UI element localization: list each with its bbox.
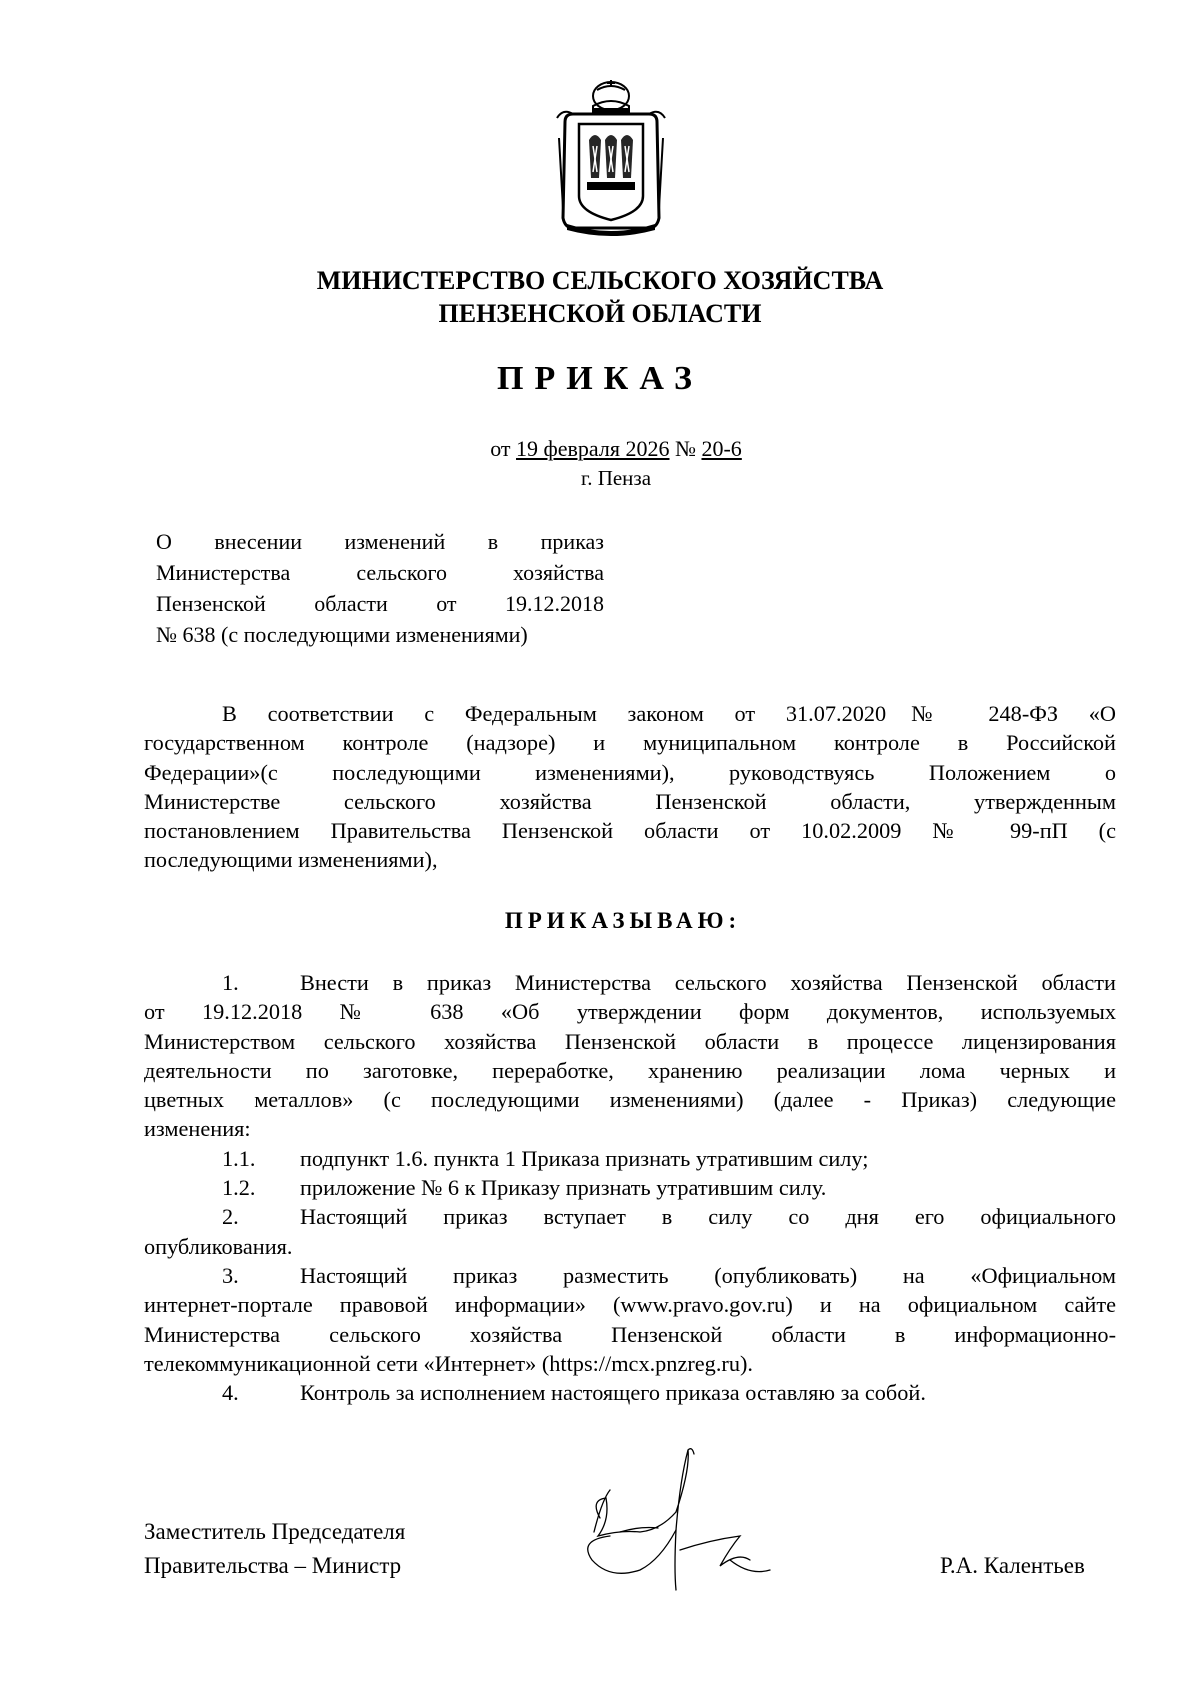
item-1-1 <box>144 1144 1116 1173</box>
item-line: Министерства сельского хозяйства Пензенской области в информационно- <box>144 1321 1116 1347</box>
preamble-line: Министерстве сельского хозяйства Пензенской области, утвержденным <box>144 788 1116 814</box>
signatory-position <box>144 1515 405 1583</box>
preamble-line: последующими изменениями), <box>144 847 438 873</box>
subject-line: О внесении изменений в приказ <box>156 529 604 554</box>
city: г. Пенза <box>580 466 652 490</box>
order-directive-heading: ПРИКАЗЫВАЮ: <box>504 908 742 933</box>
preamble <box>144 699 1116 875</box>
item-line: телекоммуникационной сети «Интернет» (https://mcx.pnzreg.ru). <box>144 1350 753 1376</box>
item-line: цветных металлов» (с последующими изменениями) (далее - Приказ) следующие <box>144 1087 1116 1113</box>
item-1-first-line <box>144 968 1116 997</box>
item-3-first-line <box>144 1261 1116 1290</box>
item-number: 2. <box>222 1204 239 1230</box>
item-text: подпункт 1.6. пункта 1 Приказа признать утратившим силу; <box>300 1145 869 1171</box>
item-line: изменения: <box>144 1116 251 1142</box>
item-number: 3. <box>222 1262 239 1288</box>
order-date: 19 февраля 2026 <box>516 436 670 461</box>
preamble-line: постановлением Правительства Пензенской области от 10.02.2009 № 99-пП (с <box>144 818 1116 844</box>
preamble-line: государственном контроле (надзоре) и муниципальном контроле в Российской <box>144 730 1116 756</box>
item-1-2 <box>144 1173 1116 1202</box>
item-line: от 19.12.2018 № 638 «Об утверждении форм документов, используемых <box>144 999 1116 1025</box>
preamble-line: В соответствии с Федеральным законом от 31.07.2020№ 248-ФЗ «О <box>222 701 1116 726</box>
date-prefix: от <box>490 436 511 461</box>
order-subject <box>156 526 604 650</box>
item-line: Министерством сельского хозяйства Пензенской области в процессе лицензирования <box>144 1028 1116 1054</box>
item-4 <box>144 1378 1116 1407</box>
handwritten-signature-icon <box>580 1440 830 1620</box>
item-line: опубликования. <box>144 1233 293 1259</box>
item-number: 1.1. <box>222 1145 256 1171</box>
subject-line: Министерства сельского хозяйства <box>156 560 604 585</box>
item-2-first-line <box>144 1202 1116 1231</box>
organization-name-line1: МИНИСТЕРСТВО СЕЛЬСКОГО ХОЗЯЙСТВА <box>316 266 884 295</box>
item-text: Контроль за исполнением настоящего приказа оставляю за собой. <box>300 1380 926 1406</box>
order-number: 20-6 <box>701 436 742 461</box>
item-line: деятельности по заготовке, переработке, хранению реализации лома черных и <box>144 1057 1116 1083</box>
item-text: Настоящий приказ вступает в силу со дня его официального <box>300 1204 1116 1230</box>
item-text: Внести в приказ Министерства сельского хозяйства Пензенской области <box>300 970 1116 995</box>
item-number: 1.2. <box>222 1175 256 1201</box>
signatory-name: Р.А. Калентьев <box>940 1553 1085 1578</box>
item-number: 1. <box>222 970 239 995</box>
subject-line: Пензенской области от 19.12.2018 <box>156 591 604 616</box>
item-line: интернет-портале правовой информации» (www.pravo.gov.ru) и на официальном сайте <box>144 1292 1116 1318</box>
position-line: Заместитель Председателя <box>144 1519 406 1544</box>
preamble-line: Федерации»(с последующими изменениями), руководствуясь Положением о <box>144 759 1116 785</box>
item-number: 4. <box>222 1380 239 1406</box>
document-type-title: ПРИКАЗ <box>497 360 703 397</box>
number-prefix: № <box>674 436 696 461</box>
order-items <box>144 968 1116 1407</box>
position-line: Правительства – Министр <box>144 1553 402 1578</box>
organization-name-line2: ПЕНЗЕНСКОЙ ОБЛАСТИ <box>438 299 762 328</box>
item-text: приложение № 6 к Приказу признать утратившим силу. <box>300 1175 827 1201</box>
item-text: Настоящий приказ разместить (опубликовать) на «Официальном <box>300 1262 1116 1288</box>
subject-line: № 638 (с последующими изменениями) <box>156 622 528 647</box>
coat-of-arms-icon <box>553 78 669 236</box>
date-number-line <box>0 436 1200 462</box>
